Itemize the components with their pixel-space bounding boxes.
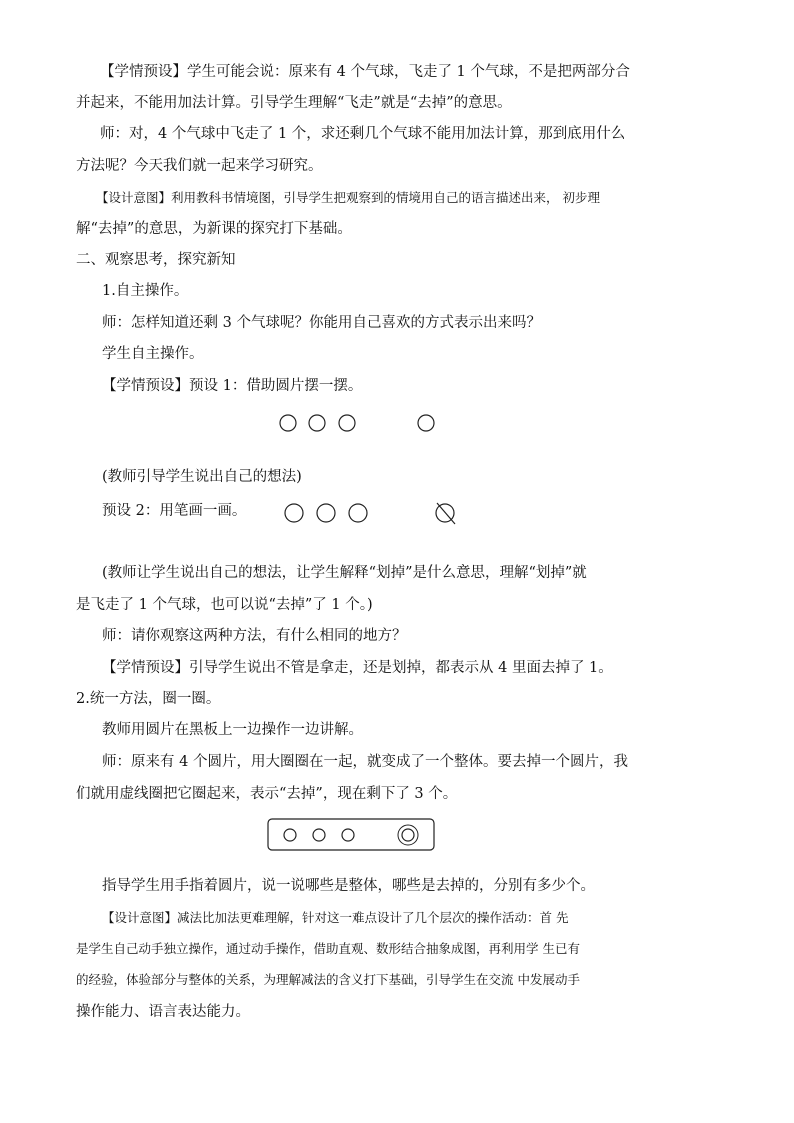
- step-2-heading: 2.统一方法，圈一圈。: [76, 691, 221, 707]
- text-line-19: 教师用圆片在黑板上一边操作一边讲解。: [102, 722, 363, 738]
- text-line-4: 方法呢？今天我们就一起来学习研究。: [76, 158, 323, 174]
- section-heading: 二、观察思考，探究新知: [76, 252, 236, 268]
- circles-figure-3: [267, 818, 437, 852]
- text-line-14: (教师让学生说出自己的想法，让学生解释“划掉”是什么意思，理解“划掉”就: [102, 565, 587, 581]
- design-intent-2-line-4: 操作能力、语言表达能力。: [76, 1004, 250, 1020]
- design-intent-2-line-2: 是学生自己动手独立操作，通过动手操作，借助直观、数形结合抽象成图，再利用学 生已有: [76, 941, 580, 956]
- text-line-2: 并起来，不能用加法计算。引导学生理解“飞走”就是“去掉”的意思。: [76, 95, 512, 111]
- text-line-10: 学生自主操作。: [102, 346, 204, 362]
- circles-figure-1: [278, 411, 438, 435]
- text-line-21: 们就用虚线圈把它圈起来，表示“去掉”，现在剩下了 3 个。: [76, 786, 458, 802]
- drawn-circle-2: [317, 504, 335, 522]
- circles-figure-2: [283, 500, 463, 526]
- step-1-heading: 1.自主操作。: [102, 283, 189, 299]
- drawn-circle-3: [349, 504, 367, 522]
- text-line-9: 师：怎样知道还剩 3 个气球呢？你能用自己喜欢的方式表示出来吗？: [102, 315, 541, 331]
- design-intent-2-line-3: 的经验，体验部分与整体的关系，为理解减法的含义打下基础，引导学生在交流 中发展动手: [76, 972, 580, 987]
- text-line-1: 【学情预设】学生可能会说：原来有 4 个气球，飞走了 1 个气球，不是把两部分合: [100, 64, 630, 80]
- text-line-20: 师：原来有 4 个圆片，用大圈圈在一起，就变成了一个整体。要去掉一个圆片，我: [102, 754, 628, 770]
- text-line-11: 【学情预设】预设 1：借助圆片摆一摆。: [102, 378, 363, 394]
- box-disc-2: [313, 829, 325, 841]
- text-line-13: 预设 2：用笔画一画。: [102, 503, 247, 519]
- remove-loop: [398, 825, 418, 845]
- text-line-22: 指导学生用手指着圆片，说一说哪些是整体，哪些是去掉的，分别有多少个。: [102, 878, 595, 894]
- drawn-circle-1: [285, 504, 303, 522]
- design-intent-1: 【设计意图】利用教科书情境图，引导学生把观察到的情境用自己的语言描述出来， 初步理: [96, 190, 600, 205]
- box-disc-1: [284, 829, 296, 841]
- box-disc-3: [342, 829, 354, 841]
- text-line-3: 师：对，4 个气球中飞走了 1 个，求还剩几个气球不能用加法计算，那到底用什么: [100, 126, 626, 142]
- box-disc-4: [402, 829, 414, 841]
- text-line-15: 是飞走了 1 个气球，也可以说“去掉”了 1 个。): [76, 597, 373, 613]
- text-line-12: (教师引导学生说出自己的想法): [102, 469, 302, 485]
- disc-1: [280, 415, 296, 431]
- text-line-16: 师：请你观察这两种方法，有什么相同的地方？: [102, 628, 407, 644]
- text-line-6: 解“去掉”的意思，为新课的探究打下基础。: [76, 221, 352, 237]
- disc-4-removed: [418, 415, 434, 431]
- disc-3: [339, 415, 355, 431]
- design-intent-2-line-1: 【设计意图】减法比加法更难理解，针对这一难点设计了几个层次的操作活动：首 先: [102, 910, 569, 925]
- disc-2: [309, 415, 325, 431]
- text-line-17: 【学情预设】引导学生说出不管是拿走，还是划掉，都表示从 4 里面去掉了 1。: [102, 660, 613, 676]
